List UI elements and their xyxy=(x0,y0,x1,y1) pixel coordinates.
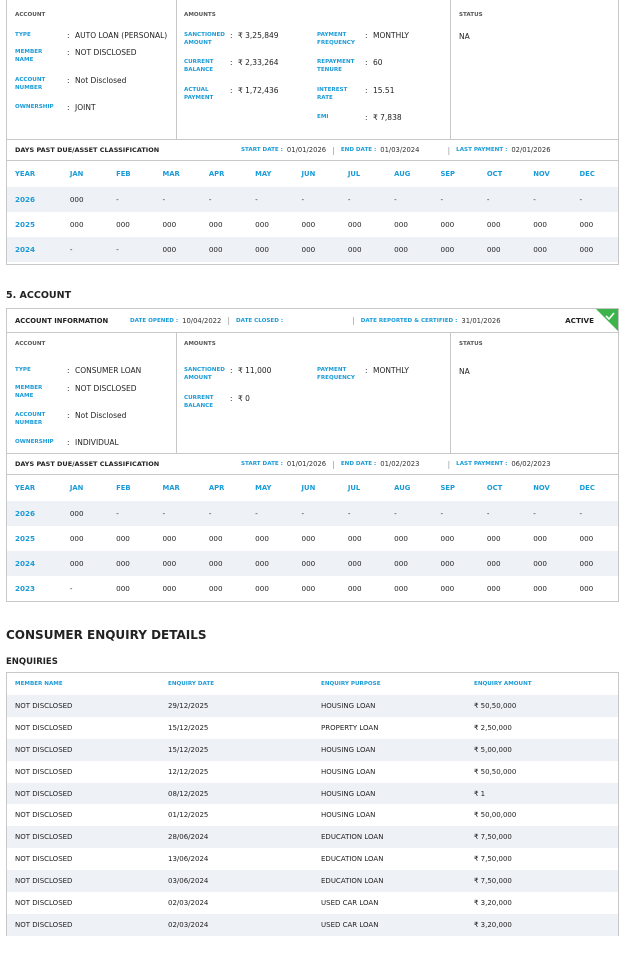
month-header: SEP xyxy=(440,484,456,492)
last-payment-label: LAST PAYMENT : xyxy=(456,461,508,467)
enquiry-cell: EDUCATION LOAN xyxy=(321,833,384,842)
month-header: YEAR xyxy=(15,170,36,178)
month-header: DEC xyxy=(579,484,595,492)
end-date-value: 01/02/2023 xyxy=(380,460,420,468)
enquiry-cell: NOT DISCLOSED xyxy=(15,898,73,907)
dpd-cell: - xyxy=(579,509,583,518)
dpd-year: 2024 xyxy=(15,245,36,254)
enquiry-cell: HOUSING LOAN xyxy=(321,811,376,820)
checkmark-icon xyxy=(596,309,618,331)
enquiry-cell: 15/12/2025 xyxy=(168,723,209,732)
enquiry-section-title: CONSUMER ENQUIRY DETAILS xyxy=(6,628,207,642)
dpd-cell: - xyxy=(579,195,583,204)
month-header: YEAR xyxy=(15,484,36,492)
current-balance-label: CURRENT BALANCE xyxy=(184,395,214,409)
status-column xyxy=(451,333,618,453)
dpd-table xyxy=(7,475,618,601)
dpd-cell: 000 xyxy=(255,559,269,568)
enquiry-cell: NOT DISCLOSED xyxy=(15,789,73,798)
enquiry-cell: 12/12/2025 xyxy=(168,767,209,776)
dpd-cell: 000 xyxy=(255,584,269,593)
enquiry-row xyxy=(7,717,618,739)
dpd-cell: 000 xyxy=(440,534,455,543)
enquiry-cell: NOT DISCLOSED xyxy=(15,811,73,820)
dpd-cell: 000 xyxy=(486,245,501,254)
enquiry-cell: 02/03/2024 xyxy=(168,920,209,929)
ownership-label: OWNERSHIP xyxy=(15,104,54,110)
month-header: MAY xyxy=(255,170,272,178)
dpd-row xyxy=(7,526,618,551)
month-header: FEB xyxy=(116,484,131,492)
dpd-cell: - xyxy=(116,195,119,204)
dpd-cell: - xyxy=(394,509,397,518)
enquiry-row xyxy=(7,870,618,892)
type-value: AUTO LOAN (PERSONAL) xyxy=(75,31,168,40)
enquiry-cell: EDUCATION LOAN xyxy=(321,855,384,864)
dpd-header-row xyxy=(7,475,618,501)
enquiry-row xyxy=(7,695,618,717)
sanctioned-value: ₹ 11,000 xyxy=(238,366,272,375)
dpd-cell: - xyxy=(116,509,119,518)
enquiry-cell: 28/06/2024 xyxy=(168,833,209,842)
month-header: DEC xyxy=(579,170,595,178)
month-header: JUN xyxy=(301,170,316,178)
last-payment-label: LAST PAYMENT : xyxy=(456,147,508,153)
enquiry-cell: HOUSING LOAN xyxy=(321,767,376,776)
dpd-cell: 000 xyxy=(533,220,547,229)
dpd-cell: 000 xyxy=(533,584,547,593)
enquiry-cell: ₹ 1 xyxy=(474,789,486,798)
month-header: JUL xyxy=(347,484,361,492)
current-balance-value: ₹ 0 xyxy=(238,394,250,403)
ownership-value: JOINT xyxy=(75,103,96,112)
month-header: JUN xyxy=(301,484,316,492)
dpd-cell: 000 xyxy=(579,220,594,229)
dpd-year: 2024 xyxy=(15,559,36,568)
dpd-cell: 000 xyxy=(69,509,84,518)
enquiry-cell: HOUSING LOAN xyxy=(321,745,376,754)
enquiry-cell: HOUSING LOAN xyxy=(321,701,376,710)
dpd-cell: - xyxy=(208,195,212,204)
month-header: APR xyxy=(208,170,225,178)
month-header: APR xyxy=(208,484,225,492)
dpd-row xyxy=(7,237,618,262)
dpd-cell: 000 xyxy=(347,220,362,229)
dpd-cell: 000 xyxy=(347,534,362,543)
dpd-row xyxy=(7,187,618,212)
payment-frequency-value: MONTHLY xyxy=(373,31,409,40)
enquiry-cell: ₹ 2,50,000 xyxy=(474,723,512,732)
dpd-row xyxy=(7,212,618,237)
interest-rate-value: 15.51 xyxy=(373,86,395,95)
dpd-cell: 000 xyxy=(394,584,408,593)
dpd-header: DAYS PAST DUE/ASSET CLASSIFICATION START DATE : 01/01/2026 | END DATE : 01/02/2023 | LAST PAYMENT : 06/02/2023 xyxy=(7,453,618,475)
repayment-tenure-label: REPAYMENT TENURE xyxy=(317,59,355,73)
dpd-row xyxy=(7,551,618,576)
dpd-cell: - xyxy=(255,195,258,204)
month-header: FEB xyxy=(116,170,131,178)
status-column xyxy=(451,0,618,139)
status-header: STATUS xyxy=(459,341,483,347)
payment-frequency-value: MONTHLY xyxy=(373,366,409,375)
dpd-cell: 000 xyxy=(579,559,594,568)
end-date-value: 01/03/2024 xyxy=(380,146,420,154)
enquiry-cell: 29/12/2025 xyxy=(168,701,209,710)
dpd-cell: - xyxy=(486,195,490,204)
enquiry-row xyxy=(7,826,618,848)
sanctioned-label: SANCTIONED AMOUNT xyxy=(184,367,225,381)
account-number-label: ACCOUNT NUMBER xyxy=(15,77,46,91)
dpd-cell: - xyxy=(533,509,536,518)
month-header: MAR xyxy=(162,484,180,492)
end-date-label: END DATE : xyxy=(340,461,377,467)
enquiries-card xyxy=(6,672,619,936)
type-label: TYPE xyxy=(15,32,31,38)
enquiry-cell: ₹ 50,50,000 xyxy=(474,701,517,710)
date-reported-value: 31/01/2026 xyxy=(461,316,501,325)
month-header: MAR xyxy=(162,170,180,178)
dpd-cell: 000 xyxy=(301,559,316,568)
enquiry-cell: NOT DISCLOSED xyxy=(15,833,73,842)
enquiry-cell: 01/12/2025 xyxy=(168,811,209,820)
dpd-cell: 000 xyxy=(486,584,501,593)
start-date-value: 01/01/2026 xyxy=(286,146,327,154)
account-5-card xyxy=(6,308,619,602)
sanctioned-value: ₹ 3,25,849 xyxy=(238,31,279,40)
account-header: ACCOUNT xyxy=(15,12,46,18)
enquiry-cell: NOT DISCLOSED xyxy=(15,920,73,929)
amounts-column: AMOUNTS SANCTIONED AMOUNT : ₹ 3,25,849 CURRENT BALANCE : ₹ 2,33,264 ACTUAL PAYMENT : ₹ 1,72,436 PAYMENT FREQUENCY : MONTHLY REPAYMENT TENURE : 60 INTEREST RATE : 15.51 EMI : ₹ 7,838 xyxy=(177,0,451,139)
dpd-cell: 000 xyxy=(347,559,362,568)
emi-value: ₹ 7,838 xyxy=(373,113,402,122)
enquiry-cell: NOT DISCLOSED xyxy=(15,877,73,886)
dpd-cell: 000 xyxy=(347,245,362,254)
enquiries-subtitle: ENQUIRIES xyxy=(6,657,58,667)
status-header: STATUS xyxy=(459,12,483,18)
enquiries-table xyxy=(7,673,618,936)
month-header: NOV xyxy=(533,170,550,178)
enquiry-cell: EDUCATION LOAN xyxy=(321,877,384,886)
dpd-row xyxy=(7,501,618,526)
dpd-year: 2026 xyxy=(15,509,36,518)
date-closed-label: DATE CLOSED : xyxy=(236,317,284,324)
account-details-column: ACCOUNT TYPE : CONSUMER LOAN MEMBER NAME : NOT DISCLOSED ACCOUNT NUMBER : Not Disclosed OWNERSHIP : INDIVIDUAL xyxy=(7,333,177,453)
dpd-cell: 000 xyxy=(486,534,501,543)
enquiry-column-header: ENQUIRY PURPOSE xyxy=(321,681,381,687)
month-header: OCT xyxy=(486,484,503,492)
dpd-cell: 000 xyxy=(162,559,177,568)
end-date-label: END DATE : xyxy=(340,147,377,153)
start-date-label: START DATE : xyxy=(241,461,283,467)
dpd-cell: 000 xyxy=(394,245,408,254)
dpd-cell: 000 xyxy=(208,559,223,568)
enquiry-cell: ₹ 5,00,000 xyxy=(474,745,512,754)
enquiry-cell: USED CAR LOAN xyxy=(321,920,379,929)
dpd-cell: - xyxy=(208,509,212,518)
dpd-cell: 000 xyxy=(301,584,316,593)
account-number-value: Not Disclosed xyxy=(75,411,127,420)
dpd-cell: 000 xyxy=(579,245,594,254)
dpd-row xyxy=(7,576,618,601)
actual-payment-label: ACTUAL PAYMENT xyxy=(184,87,214,101)
start-date-value: 01/01/2026 xyxy=(286,460,327,468)
dpd-cell: 000 xyxy=(208,534,223,543)
dpd-cell: - xyxy=(394,195,397,204)
member-label: MEMBER NAME xyxy=(15,49,43,63)
enquiry-row xyxy=(7,892,618,914)
enquiry-cell: 13/06/2024 xyxy=(168,855,209,864)
account-header: ACCOUNT xyxy=(15,341,46,347)
dpd-title: DAYS PAST DUE/ASSET CLASSIFICATION xyxy=(15,146,160,154)
dpd-header-row xyxy=(7,161,618,187)
start-date-label: START DATE : xyxy=(241,147,283,153)
account-details-column: ACCOUNT TYPE : AUTO LOAN (PERSONAL) MEMBER NAME : NOT DISCLOSED ACCOUNT NUMBER : Not Disclosed OWNERSHIP : JOINT xyxy=(7,0,177,139)
enquiry-column-header: ENQUIRY DATE xyxy=(168,681,215,687)
payment-frequency-label: PAYMENT FREQUENCY xyxy=(317,367,355,381)
account-info-title: ACCOUNT INFORMATION xyxy=(15,316,109,325)
dpd-cell: - xyxy=(162,195,166,204)
dpd-cell: - xyxy=(69,584,73,593)
dpd-cell: - xyxy=(69,245,73,254)
dpd-cell: - xyxy=(486,509,490,518)
dpd-cell: 000 xyxy=(533,534,547,543)
dpd-cell: 000 xyxy=(440,245,455,254)
dpd-cell: - xyxy=(301,195,305,204)
enquiry-cell: 03/06/2024 xyxy=(168,877,209,886)
month-header: JAN xyxy=(69,484,84,492)
date-opened-label: DATE OPENED : xyxy=(130,317,179,324)
dpd-cell: 000 xyxy=(162,220,177,229)
dpd-cell: 000 xyxy=(579,584,594,593)
amounts-column: AMOUNTS SANCTIONED AMOUNT : ₹ 11,000 CURRENT BALANCE : ₹ 0 PAYMENT FREQUENCY : MONTHLY xyxy=(177,333,451,453)
dpd-year: 2025 xyxy=(15,220,36,229)
active-status-badge: ACTIVE xyxy=(565,316,594,325)
type-label: TYPE xyxy=(15,367,31,373)
enquiry-column-header: MEMBER NAME xyxy=(15,681,63,687)
month-header: AUG xyxy=(394,170,411,178)
enquiry-cell: ₹ 7,50,000 xyxy=(474,855,512,864)
dpd-cell: 000 xyxy=(301,220,316,229)
dpd-cell: - xyxy=(440,195,444,204)
last-payment-value: 02/01/2026 xyxy=(511,146,551,154)
dpd-cell: 000 xyxy=(116,559,130,568)
current-balance-value: ₹ 2,33,264 xyxy=(238,58,279,67)
dpd-year: 2025 xyxy=(15,534,36,543)
dpd-cell: 000 xyxy=(162,534,177,543)
dpd-cell: 000 xyxy=(579,534,594,543)
current-balance-label: CURRENT BALANCE xyxy=(184,59,214,73)
dpd-cell: 000 xyxy=(301,534,316,543)
dpd-cell: 000 xyxy=(440,220,455,229)
dpd-cell: 000 xyxy=(208,245,223,254)
status-value: NA xyxy=(459,367,470,376)
month-header: SEP xyxy=(440,170,456,178)
member-value: NOT DISCLOSED xyxy=(75,48,137,57)
dpd-cell: 000 xyxy=(255,534,269,543)
dpd-cell: 000 xyxy=(208,584,223,593)
amounts-header: AMOUNTS xyxy=(184,12,216,18)
enquiry-row xyxy=(7,914,618,936)
enquiry-cell: NOT DISCLOSED xyxy=(15,723,73,732)
dpd-cell: 000 xyxy=(116,534,130,543)
dpd-title: DAYS PAST DUE/ASSET CLASSIFICATION xyxy=(15,460,160,468)
dpd-cell: 000 xyxy=(301,245,316,254)
enquiry-header-row xyxy=(7,673,618,695)
account-5-title: 5. ACCOUNT xyxy=(6,290,72,301)
month-header: JAN xyxy=(69,170,84,178)
emi-label: EMI xyxy=(317,114,329,120)
enquiry-row xyxy=(7,739,618,761)
sanctioned-label: SANCTIONED AMOUNT xyxy=(184,32,225,46)
dpd-cell: 000 xyxy=(533,559,547,568)
enquiry-cell: HOUSING LOAN xyxy=(321,789,376,798)
date-opened-value: 10/04/2022 xyxy=(182,316,222,325)
dpd-cell: 000 xyxy=(255,245,269,254)
dpd-cell: 000 xyxy=(69,195,84,204)
ownership-label: OWNERSHIP xyxy=(15,439,54,445)
enquiry-cell: 02/03/2024 xyxy=(168,898,209,907)
enquiry-cell: NOT DISCLOSED xyxy=(15,855,73,864)
dpd-cell: 000 xyxy=(69,559,84,568)
dpd-cell: - xyxy=(116,245,119,254)
enquiry-cell: 15/12/2025 xyxy=(168,745,209,754)
enquiry-cell: ₹ 3,20,000 xyxy=(474,920,512,929)
date-reported-label: DATE REPORTED & CERTIFIED : xyxy=(360,317,458,324)
dpd-cell: 000 xyxy=(116,220,130,229)
dpd-cell: 000 xyxy=(116,584,130,593)
dpd-cell: - xyxy=(347,195,351,204)
enquiry-cell: ₹ 50,00,000 xyxy=(474,811,517,820)
dpd-cell: 000 xyxy=(255,220,269,229)
dpd-cell: 000 xyxy=(486,559,501,568)
dpd-cell: 000 xyxy=(394,559,408,568)
payment-frequency-label: PAYMENT FREQUENCY xyxy=(317,32,355,46)
amounts-header: AMOUNTS xyxy=(184,341,216,347)
enquiry-cell: 08/12/2025 xyxy=(168,789,209,798)
account-number-value: Not Disclosed xyxy=(75,76,127,85)
dpd-cell: 000 xyxy=(440,584,455,593)
dpd-cell: 000 xyxy=(162,245,177,254)
dpd-cell: 000 xyxy=(533,245,547,254)
actual-payment-value: ₹ 1,72,436 xyxy=(238,86,279,95)
enquiry-row xyxy=(7,783,618,805)
account-4-card xyxy=(6,0,619,265)
dpd-cell: - xyxy=(301,509,305,518)
month-header: MAY xyxy=(255,484,272,492)
dpd-cell: 000 xyxy=(394,534,408,543)
enquiry-cell: ₹ 3,20,000 xyxy=(474,898,512,907)
dpd-cell: 000 xyxy=(69,534,84,543)
enquiry-cell: NOT DISCLOSED xyxy=(15,701,73,710)
dpd-header: DAYS PAST DUE/ASSET CLASSIFICATION START DATE : 01/01/2026 | END DATE : 01/03/2024 | LAST PAYMENT : 02/01/2026 xyxy=(7,139,618,161)
dpd-cell: - xyxy=(347,509,351,518)
member-label: MEMBER NAME xyxy=(15,385,43,399)
type-value: CONSUMER LOAN xyxy=(75,366,142,375)
enquiry-column-header: ENQUIRY AMOUNT xyxy=(474,681,532,687)
last-payment-value: 06/02/2023 xyxy=(511,460,551,468)
dpd-table xyxy=(7,161,618,262)
account-information-bar: ACCOUNT INFORMATION DATE OPENED : 10/04/2022 | DATE CLOSED : | DATE REPORTED & CERTIFIED : 31/01/2026 ACTIVE xyxy=(7,309,618,333)
month-header: JUL xyxy=(347,170,361,178)
dpd-cell: - xyxy=(255,509,258,518)
enquiry-row xyxy=(7,761,618,783)
enquiry-cell: NOT DISCLOSED xyxy=(15,745,73,754)
status-value: NA xyxy=(459,32,470,41)
dpd-cell: 000 xyxy=(208,220,223,229)
dpd-year: 2023 xyxy=(15,584,36,593)
dpd-cell: 000 xyxy=(486,220,501,229)
enquiry-row xyxy=(7,804,618,826)
month-header: OCT xyxy=(486,170,503,178)
enquiry-cell: ₹ 7,50,000 xyxy=(474,833,512,842)
dpd-cell: 000 xyxy=(347,584,362,593)
account-number-label: ACCOUNT NUMBER xyxy=(15,412,46,426)
dpd-cell: 000 xyxy=(162,584,177,593)
dpd-cell: - xyxy=(533,195,536,204)
enquiry-cell: ₹ 50,50,000 xyxy=(474,767,517,776)
month-header: NOV xyxy=(533,484,550,492)
enquiry-cell: ₹ 7,50,000 xyxy=(474,877,512,886)
dpd-cell: 000 xyxy=(394,220,408,229)
repayment-tenure-value: 60 xyxy=(373,58,383,67)
month-header: AUG xyxy=(394,484,411,492)
interest-rate-label: INTEREST RATE xyxy=(317,87,348,101)
enquiry-row xyxy=(7,848,618,870)
dpd-cell: - xyxy=(440,509,444,518)
dpd-cell: 000 xyxy=(440,559,455,568)
dpd-cell: 000 xyxy=(69,220,84,229)
dpd-cell: - xyxy=(162,509,166,518)
dpd-year: 2026 xyxy=(15,195,36,204)
enquiry-cell: USED CAR LOAN xyxy=(321,898,379,907)
enquiry-cell: NOT DISCLOSED xyxy=(15,767,73,776)
ownership-value: INDIVIDUAL xyxy=(75,438,119,447)
member-value: NOT DISCLOSED xyxy=(75,384,137,393)
enquiry-cell: PROPERTY LOAN xyxy=(321,723,379,732)
